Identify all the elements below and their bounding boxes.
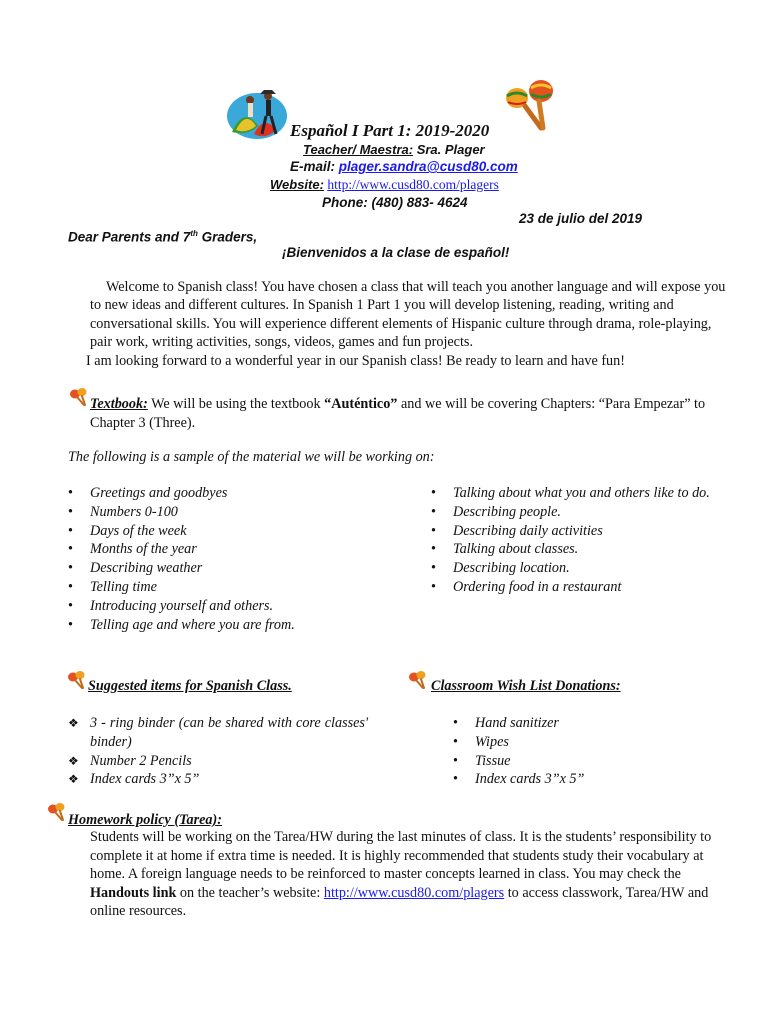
phone-line: Phone: (480) 883- 4624 <box>322 195 468 210</box>
suggested-heading: Suggested items for Spanish Class. <box>88 678 292 694</box>
homework-heading: Homework policy (Tarea): <box>68 812 222 828</box>
letter-date: 23 de julio del 2019 <box>519 211 643 226</box>
homework-text-mid: on the teacher’s website: <box>176 884 324 901</box>
list-item: ❖ Number 2 Pencils <box>68 752 368 771</box>
maracas-icon <box>497 76 561 134</box>
homework-paragraph <box>90 828 730 921</box>
homework-text: Students will be working on the Tarea/HW during the last minutes of class. It is the students’ responsibility to complete it at home if extra time is needed. It is highly recommended that students study their vocabulary at home. A foreign language needs to be reinforced to master concepts learned in class. You may check the <box>90 829 712 883</box>
list-item: • Describing location. <box>431 559 721 578</box>
welcome-paragraph <box>86 278 730 370</box>
list-item: • Hand sanitizer <box>453 714 713 733</box>
list-item: • Days of the week <box>68 522 368 541</box>
list-item: • Numbers 0-100 <box>68 503 368 522</box>
list-item: • Tissue <box>453 752 713 771</box>
greeting-line <box>68 229 257 245</box>
list-item: • Describing daily activities <box>431 522 721 541</box>
list-item: • Months of the year <box>68 540 368 559</box>
textbook-label: Textbook: <box>90 396 148 412</box>
website-link[interactable]: http://www.cusd80.com/plagers <box>327 177 499 192</box>
list-item: • Greetings and goodbyes <box>68 484 368 503</box>
textbook-text: We will be using the textbook <box>147 396 325 412</box>
maracas-bullet-icon <box>407 670 429 690</box>
sample-intro: The following is a sample of the material we will be working on: <box>68 449 435 465</box>
list-item: ❖ Index cards 3”x 5” <box>68 770 368 789</box>
welcome-heading: ¡Bienvenidos a la clase de español! <box>282 245 510 260</box>
website-line <box>270 177 499 193</box>
list-item: • Describing people. <box>431 503 721 522</box>
topics-list-right <box>431 484 721 597</box>
wishlist-list <box>453 714 713 789</box>
email-line <box>290 159 518 174</box>
teacher-name: Sra. Plager <box>413 142 485 157</box>
list-item: • Talking about what you and others like to do. <box>431 484 721 503</box>
list-item: • Telling age and where you are from. <box>68 616 368 635</box>
page-title: Español I Part 1: 2019-2020 <box>290 121 490 140</box>
welcome-closing: I am looking forward to a wonderful year in our Spanish class! Be ready to learn and have fun! <box>86 352 625 369</box>
homework-text-end: to access classwork, Tarea/HW and online resources. <box>90 884 709 920</box>
maracas-bullet-icon <box>68 387 90 407</box>
handouts-link-label: Handouts link <box>90 884 177 901</box>
list-item: • Ordering food in a restaurant <box>431 578 721 597</box>
website-label: Website: <box>270 177 324 192</box>
maracas-bullet-icon <box>46 802 68 822</box>
welcome-text: Welcome to Spanish class! You have chosen a class that will teach you another language and will expose you to new ideas and different cultures. In Spanish 1 Part 1 you will develop listening, reading, writing and conversational skills. You will experience different elements of Hispanic culture through drama, role-playing, pair work, writing activities, songs, videos, games and fun projects. <box>90 279 726 351</box>
textbook-title: “Auténtico” <box>324 396 398 412</box>
list-item: • Describing weather <box>68 559 368 578</box>
topics-list-left <box>68 484 368 634</box>
homework-website-link[interactable]: http://www.cusd80.com/plagers <box>323 884 505 901</box>
maracas-bullet-icon <box>66 670 88 690</box>
list-item: ❖ 3 - ring binder (can be shared with core classes' binder) <box>68 714 368 752</box>
wishlist-heading: Classroom Wish List Donations: <box>431 678 621 694</box>
greeting-superscript: th <box>190 229 198 238</box>
email-link[interactable]: plager.sandra@cusd80.com <box>338 159 518 174</box>
list-item: • Introducing yourself and others. <box>68 597 368 616</box>
email-label: E-mail: <box>290 159 339 174</box>
list-item: • Index cards 3”x 5” <box>453 770 713 789</box>
suggested-list <box>68 714 368 789</box>
list-item: • Telling time <box>68 578 368 597</box>
list-item: • Talking about classes. <box>431 540 721 559</box>
dancers-icon <box>224 86 290 142</box>
teacher-label: Teacher/ Maestra: <box>303 142 414 157</box>
teacher-line <box>303 142 485 157</box>
textbook-chapters: and we will be covering Chapters: “Para Empezar” to Chapter 3 (Three). <box>90 396 706 431</box>
greeting-text: Dear Parents and 7 <box>68 229 191 245</box>
greeting-text-end: Graders, <box>197 229 258 245</box>
textbook-paragraph <box>90 395 710 432</box>
list-item: • Wipes <box>453 733 713 752</box>
